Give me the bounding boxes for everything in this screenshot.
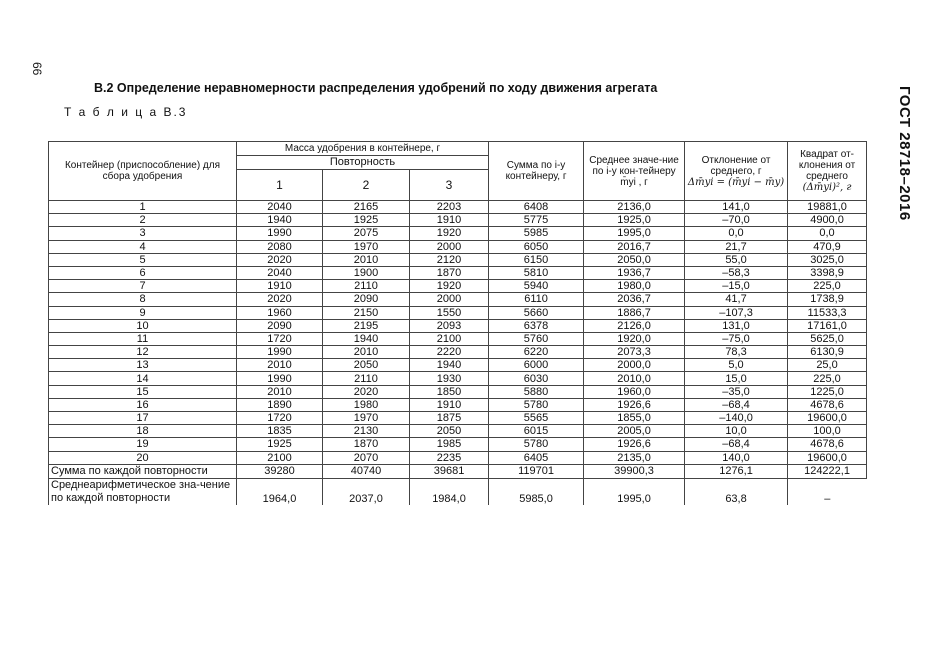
square-value: 5625,0: [788, 332, 867, 345]
mean-value: 2010,0: [584, 372, 685, 385]
header-square: [788, 142, 867, 201]
sum-value: 6015: [489, 425, 584, 438]
rep2-value: 2130: [323, 425, 410, 438]
sum-value: 5880: [489, 385, 584, 398]
container-number: 9: [49, 306, 237, 319]
sum-row-label: Сумма по каждой повторности: [49, 464, 237, 478]
mean-value: 2050,0: [584, 253, 685, 266]
mean-value: 2000,0: [584, 359, 685, 372]
rep3-value: 1875: [410, 412, 489, 425]
container-number: 4: [49, 240, 237, 253]
mean-row-value: 1964,0: [237, 478, 323, 505]
table-row: [49, 451, 867, 464]
rep1-value: 1990: [237, 346, 323, 359]
mean-value: 2073,3: [584, 346, 685, 359]
header-sum: Сумма по i-у контейнеру, г: [489, 142, 584, 201]
container-number: 15: [49, 385, 237, 398]
mean-value: 1936,7: [584, 266, 685, 279]
square-value: 225,0: [788, 280, 867, 293]
sum-row-value: 39900,3: [584, 464, 685, 478]
rep3-value: 1940: [410, 359, 489, 372]
container-number: 11: [49, 332, 237, 345]
deviation-value: –70,0: [685, 214, 788, 227]
table-row: [49, 240, 867, 253]
mean-value: 1926,6: [584, 438, 685, 451]
container-number: 14: [49, 372, 237, 385]
header-square-text: Квадрат от-клонения от среднего: [798, 149, 856, 182]
sum-value: 6220: [489, 346, 584, 359]
table-row: [49, 332, 867, 345]
mean-value: 1925,0: [584, 214, 685, 227]
container-number: 8: [49, 293, 237, 306]
mean-row-value: 5985,0: [489, 478, 584, 505]
deviation-value: –140,0: [685, 412, 788, 425]
rep1-value: 1990: [237, 372, 323, 385]
square-value: 1225,0: [788, 385, 867, 398]
container-number: 7: [49, 280, 237, 293]
square-value: 3025,0: [788, 253, 867, 266]
mean-row-value: 2037,0: [323, 478, 410, 505]
standard-code: ГОСТ 28718–2016: [896, 86, 913, 221]
table-caption: Т а б л и ц а В.3: [64, 105, 188, 119]
deviation-value: 21,7: [685, 240, 788, 253]
deviation-value: 0,0: [685, 227, 788, 240]
container-number: 18: [49, 425, 237, 438]
deviation-value: –68,4: [685, 398, 788, 411]
rep1-value: 1835: [237, 425, 323, 438]
table-row: [49, 398, 867, 411]
mean-row-value: 1995,0: [584, 478, 685, 505]
rep1-value: 2100: [237, 451, 323, 464]
mean-row-value: 63,8: [685, 478, 788, 505]
rep3-value: 1910: [410, 214, 489, 227]
table-row: [49, 227, 867, 240]
data-table: [48, 141, 867, 505]
table-row: [49, 214, 867, 227]
mean-value: 1995,0: [584, 227, 685, 240]
table-row: [49, 425, 867, 438]
deviation-value: 140,0: [685, 451, 788, 464]
rep2-value: 2020: [323, 385, 410, 398]
rep2-value: 1940: [323, 332, 410, 345]
table-row: [49, 293, 867, 306]
rep3-value: 1920: [410, 227, 489, 240]
mean-value: 1926,6: [584, 398, 685, 411]
header-square-formula: (Δm̄yi)², г: [802, 182, 852, 193]
square-value: 4678,6: [788, 398, 867, 411]
sum-value: 5780: [489, 438, 584, 451]
rep1-value: 2090: [237, 319, 323, 332]
section-heading: В.2 Определение неравномерности распределения удобрений по ходу движения агрегата: [94, 81, 658, 95]
rep2-value: 1970: [323, 240, 410, 253]
sum-value: 5660: [489, 306, 584, 319]
deviation-value: 131,0: [685, 319, 788, 332]
mean-value: 1960,0: [584, 385, 685, 398]
mean-value: 1855,0: [584, 412, 685, 425]
rep2-value: 1970: [323, 412, 410, 425]
rep2-value: 2165: [323, 201, 410, 214]
container-number: 5: [49, 253, 237, 266]
rep2-value: 2075: [323, 227, 410, 240]
rep2-value: 1925: [323, 214, 410, 227]
mean-value: 1886,7: [584, 306, 685, 319]
square-value: 4678,6: [788, 438, 867, 451]
sum-row-value: 119701: [489, 464, 584, 478]
container-number: 12: [49, 346, 237, 359]
table-row: [49, 306, 867, 319]
table-row: [49, 253, 867, 266]
rep1-value: 2020: [237, 293, 323, 306]
square-value: 100,0: [788, 425, 867, 438]
rep2-value: 2050: [323, 359, 410, 372]
square-value: 19881,0: [788, 201, 867, 214]
mean-row: [49, 478, 867, 505]
square-value: 19600,0: [788, 451, 867, 464]
sum-value: 5985: [489, 227, 584, 240]
page-number: 66: [30, 62, 44, 76]
rep3-value: 1910: [410, 398, 489, 411]
rep1-value: 2010: [237, 359, 323, 372]
square-value: 1738,9: [788, 293, 867, 306]
sum-value: 6378: [489, 319, 584, 332]
rep1-value: 1925: [237, 438, 323, 451]
deviation-value: 78,3: [685, 346, 788, 359]
table-row: [49, 280, 867, 293]
rep2-value: 2090: [323, 293, 410, 306]
rep3-value: 1850: [410, 385, 489, 398]
rep2-value: 2195: [323, 319, 410, 332]
rep1-value: 1910: [237, 280, 323, 293]
square-value: 4900,0: [788, 214, 867, 227]
table-body: [49, 201, 867, 505]
rep2-value: 1900: [323, 266, 410, 279]
rep1-value: 1990: [237, 227, 323, 240]
header-deviation-text: Отклонение от среднего, г: [701, 154, 771, 177]
mean-value: 2005,0: [584, 425, 685, 438]
sum-value: 5940: [489, 280, 584, 293]
rep2-value: 2150: [323, 306, 410, 319]
mean-value: 2136,0: [584, 201, 685, 214]
deviation-value: –35,0: [685, 385, 788, 398]
table-row: [49, 438, 867, 451]
sum-row-value: 39280: [237, 464, 323, 478]
table-row: [49, 266, 867, 279]
header-rep-3: 3: [410, 170, 489, 201]
deviation-value: –15,0: [685, 280, 788, 293]
mean-row-value: 1984,0: [410, 478, 489, 505]
rep3-value: 2203: [410, 201, 489, 214]
mean-value: 2016,7: [584, 240, 685, 253]
sum-value: 5810: [489, 266, 584, 279]
sum-value: 5775: [489, 214, 584, 227]
sum-row-value: 39681: [410, 464, 489, 478]
square-value: 17161,0: [788, 319, 867, 332]
header-mean: Среднее значе-ние по i-у кон-тейнеру m̄yi , г: [584, 142, 685, 201]
rep1-value: 1890: [237, 398, 323, 411]
deviation-value: –68,4: [685, 438, 788, 451]
mean-value: 2135,0: [584, 451, 685, 464]
square-value: 225,0: [788, 372, 867, 385]
rep3-value: 2000: [410, 293, 489, 306]
square-value: 470,9: [788, 240, 867, 253]
mean-row-value: –: [788, 478, 867, 505]
deviation-value: 55,0: [685, 253, 788, 266]
container-number: 19: [49, 438, 237, 451]
header-mass-group: Масса удобрения в контейнере, г: [237, 142, 489, 156]
sum-row: [49, 464, 867, 478]
sum-value: 6405: [489, 451, 584, 464]
container-number: 1: [49, 201, 237, 214]
sum-value: 5780: [489, 398, 584, 411]
rep3-value: 2120: [410, 253, 489, 266]
container-number: 6: [49, 266, 237, 279]
rep1-value: 1720: [237, 332, 323, 345]
rep3-value: 2100: [410, 332, 489, 345]
deviation-value: 5,0: [685, 359, 788, 372]
sum-value: 5565: [489, 412, 584, 425]
rep3-value: 1930: [410, 372, 489, 385]
header-container: Контейнер (приспособление) для сбора удобрения: [49, 142, 237, 201]
rep2-value: 1870: [323, 438, 410, 451]
rep1-value: 2040: [237, 266, 323, 279]
header-rep-2: 2: [323, 170, 410, 201]
header-repetition: Повторность: [237, 156, 489, 170]
container-number: 13: [49, 359, 237, 372]
square-value: 6130,9: [788, 346, 867, 359]
table-row: [49, 346, 867, 359]
rep1-value: 2020: [237, 253, 323, 266]
sum-row-value: 124222,1: [788, 464, 867, 478]
table-row: [49, 412, 867, 425]
table-row: [49, 359, 867, 372]
rep3-value: 1985: [410, 438, 489, 451]
rep2-value: 2010: [323, 346, 410, 359]
rep2-value: 2110: [323, 372, 410, 385]
sum-row-value: 1276,1: [685, 464, 788, 478]
container-number: 10: [49, 319, 237, 332]
deviation-value: 15,0: [685, 372, 788, 385]
rep2-value: 2070: [323, 451, 410, 464]
rep3-value: 1550: [410, 306, 489, 319]
rep3-value: 2050: [410, 425, 489, 438]
rep1-value: 1940: [237, 214, 323, 227]
container-number: 20: [49, 451, 237, 464]
rep1-value: 1720: [237, 412, 323, 425]
rep1-value: 1960: [237, 306, 323, 319]
container-number: 2: [49, 214, 237, 227]
container-number: 17: [49, 412, 237, 425]
deviation-value: –75,0: [685, 332, 788, 345]
container-number: 16: [49, 398, 237, 411]
deviation-value: 141,0: [685, 201, 788, 214]
square-value: 3398,9: [788, 266, 867, 279]
sum-value: 6110: [489, 293, 584, 306]
rep1-value: 2040: [237, 201, 323, 214]
header-rep-1: 1: [237, 170, 323, 201]
rep3-value: 1920: [410, 280, 489, 293]
square-value: 19600,0: [788, 412, 867, 425]
deviation-value: 41,7: [685, 293, 788, 306]
deviation-value: –107,3: [685, 306, 788, 319]
rep3-value: 2093: [410, 319, 489, 332]
square-value: 11533,3: [788, 306, 867, 319]
rep3-value: 1870: [410, 266, 489, 279]
header-deviation-formula: Δm̄yi = (m̄yi − m̄y): [687, 176, 785, 188]
sum-value: 6150: [489, 253, 584, 266]
table-row: [49, 385, 867, 398]
mean-row-label: Среднеарифметическое зна-чение по каждой повторности: [49, 478, 237, 505]
sum-row-value: 40740: [323, 464, 410, 478]
rep3-value: 2235: [410, 451, 489, 464]
rep2-value: 1980: [323, 398, 410, 411]
sum-value: 6030: [489, 372, 584, 385]
table-row: [49, 201, 867, 214]
deviation-value: –58,3: [685, 266, 788, 279]
mean-value: 2036,7: [584, 293, 685, 306]
container-number: 3: [49, 227, 237, 240]
sum-value: 6408: [489, 201, 584, 214]
rep3-value: 2000: [410, 240, 489, 253]
mean-value: 1980,0: [584, 280, 685, 293]
mean-value: 2126,0: [584, 319, 685, 332]
header-deviation: [685, 142, 788, 201]
rep2-value: 2110: [323, 280, 410, 293]
sum-value: 6050: [489, 240, 584, 253]
rep1-value: 2080: [237, 240, 323, 253]
square-value: 25,0: [788, 359, 867, 372]
rep1-value: 2010: [237, 385, 323, 398]
mean-value: 1920,0: [584, 332, 685, 345]
table-row: [49, 372, 867, 385]
sum-value: 6000: [489, 359, 584, 372]
deviation-value: 10,0: [685, 425, 788, 438]
rep3-value: 2220: [410, 346, 489, 359]
sum-value: 5760: [489, 332, 584, 345]
rep2-value: 2010: [323, 253, 410, 266]
square-value: 0,0: [788, 227, 867, 240]
table-row: [49, 319, 867, 332]
